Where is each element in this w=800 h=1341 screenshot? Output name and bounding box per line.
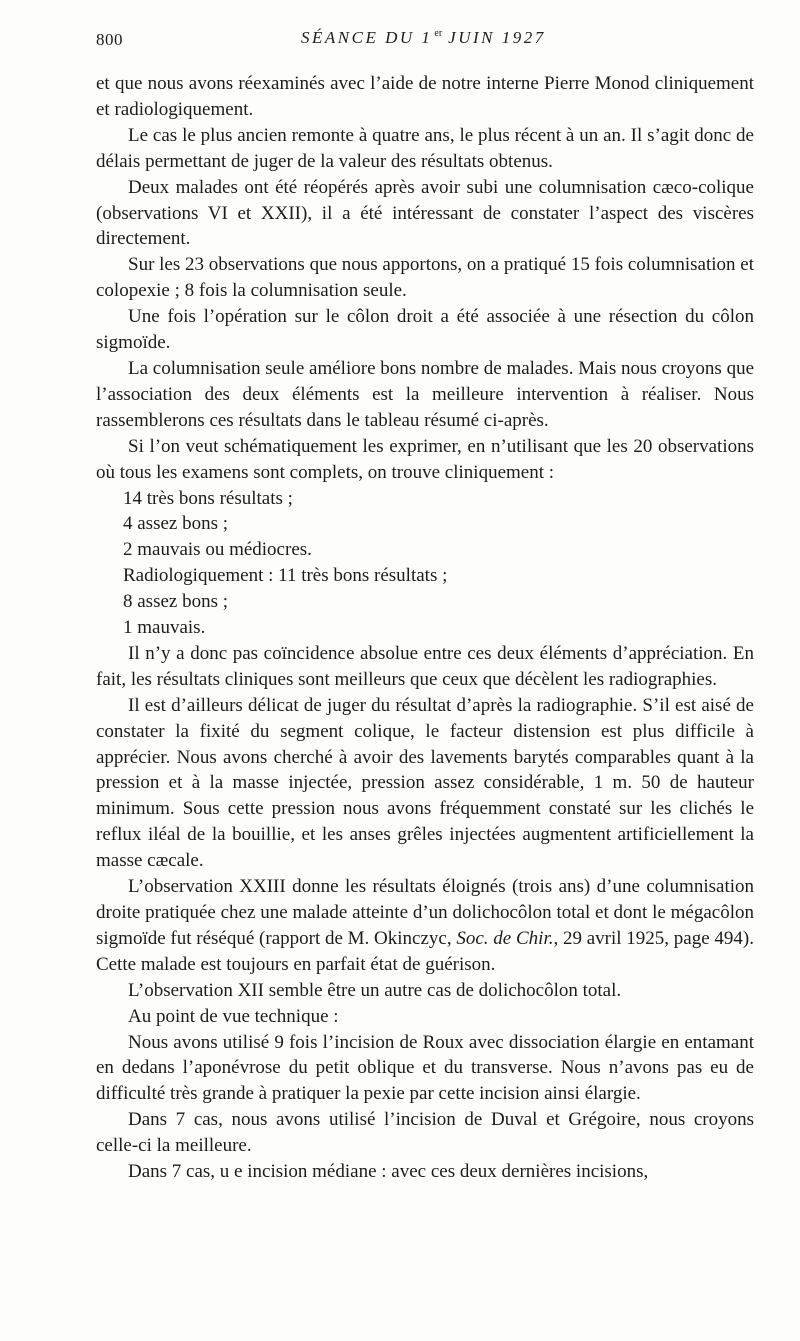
paragraph: Une fois l’opération sur le côlon droit a été associée à une résection du côlon sigmoïde. (96, 306, 754, 354)
paragraph: Dans 7 cas, u e incision médiane : avec ces deux dernières incisions, (128, 1161, 649, 1183)
paragraph: Sur les 23 observations que nous apportons, on a pratiqué 15 fois columnisation et colopexie ; 8 fois la columnisation seule. (96, 254, 754, 302)
paragraph: Au point de vue technique : (128, 1005, 339, 1027)
paragraph-text: , 29 avril 1925, page 494). Cette malade est toujours en parfait état de guérison. (96, 927, 754, 975)
list-item: 8 assez bons ; (123, 591, 229, 613)
paragraph: Si l’on veut schématiquement les exprimer, en n’utilisant que les 20 observations où tous les examens sont complets, on trouve cliniquement : (96, 435, 754, 483)
citation-journal: Soc. de Chir. (456, 927, 554, 949)
paragraph (96, 874, 754, 978)
running-head-end: JUIN 1927 (448, 28, 546, 47)
paragraph: Dans 7 cas, nous avons utilisé l’incision de Duval et Grégoire, nous croyons celle-ci la meilleure. (96, 1109, 754, 1157)
paragraph: et que nous avons réexaminés avec l’aide de notre interne Pierre Monod cliniquement et radiologiquement. (96, 73, 754, 120)
list-item: 14 très bons résultats ; (123, 487, 293, 509)
list-item: Radiologiquement : 11 très bons résultats ; (123, 565, 448, 587)
page-number: 800 (96, 30, 123, 49)
list-item: 4 assez bons ; (123, 513, 229, 535)
running-head (301, 28, 546, 48)
running-head-start: SÉANCE DU 1 (301, 28, 433, 47)
paragraph: La columnisation seule améliore bons nombre de malades. Mais nous croyons que l’association des deux éléments est la meilleure intervention à réaliser. Nous rassemblerons ces résultats dans le tableau résumé ci-après. (96, 357, 754, 431)
list-item: 2 mauvais ou médiocres. (123, 539, 312, 561)
list-item: 1 mauvais. (123, 617, 206, 639)
paragraph: Il est d’ailleurs délicat de juger du résultat d’après la radiographie. S’il est aisé de constater la fixité du segment colique, le facteur distension est plus difficile à apprécier. Nous avons cherché à avoir des lavements barytés comparables quant à la pression et à la masse injectée, pression assez considérable, 1 m. 50 de hauteur minimum. Sous cette pression nous avons fréquemment constaté sur les clichés le reflux iléal de la bouillie, et les anses grêles injectées augmentent artificiellement la masse cæcale. (96, 694, 754, 872)
body-text (96, 71, 754, 1185)
paragraph-text: L’observation XXIII donne les résultats éloignés (trois ans) d’une columnisation droite pratiquée chez une malade atteinte d’un dolichocôlon total et dont le mégacôlon sigmoïde fut réséqué (rapport de M. Okinczyc, (96, 876, 754, 949)
paragraph: Nous avons utilisé 9 fois l’incision de Roux avec dissociation élargie en entamant en dedans l’aponévrose du petit oblique et du transverse. Nous n’avons pas eu de difficulté très grande à pratiquer la pexie par cette incision ainsi élargie. (96, 1031, 754, 1105)
paragraph: Il n’y a donc pas coïncidence absolue entre ces deux éléments d’appréciation. En fait, les résultats cliniques sont meilleurs que ceux que décèlent les radiographies. (96, 642, 754, 690)
page-header (96, 28, 754, 56)
running-head-superscript: er (434, 28, 443, 39)
paragraph: L’observation XII semble être un autre cas de dolichocôlon total. (128, 979, 622, 1001)
paragraph: Deux malades ont été réopérés après avoir subi une columnisation cæco-colique (observations VI et XXII), il a été intéressant de constater l’aspect des viscères directement. (96, 176, 754, 250)
paragraph: Le cas le plus ancien remonte à quatre ans, le plus récent à un an. Il s’agit donc de délais permettant de juger de la valeur des résultats obtenus. (96, 124, 754, 172)
